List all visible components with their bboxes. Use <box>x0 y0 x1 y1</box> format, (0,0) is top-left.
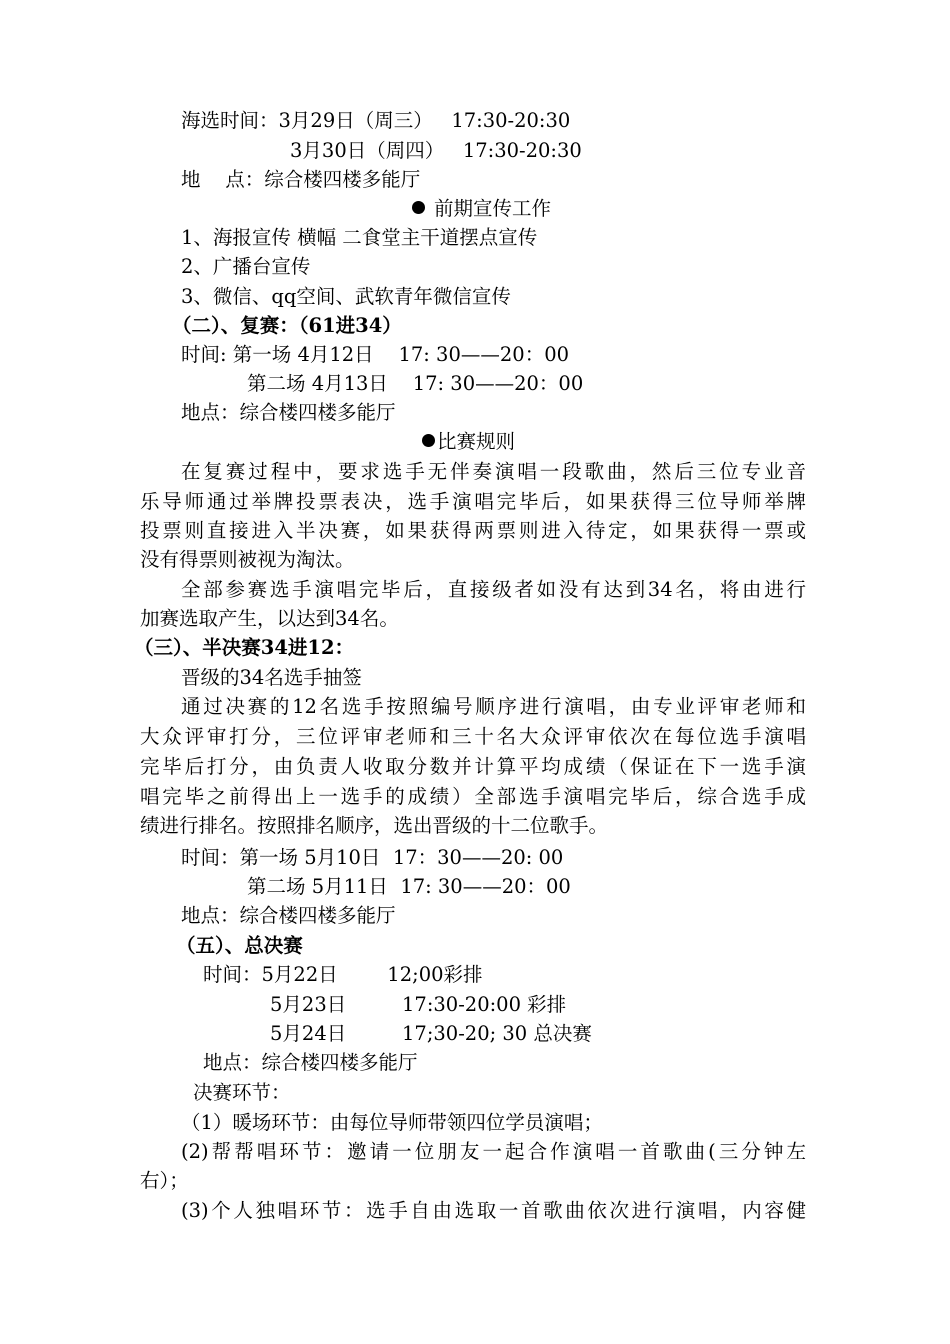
rules-paragraph2-line-2: 加赛选取产生，以达到34名。 <box>140 607 399 630</box>
semifinal-paragraph-line-3: 完毕后打分，由负责人收取分数并计算平均成绩（保证在下一选手演 <box>140 755 806 778</box>
section-heading-final: （五）、总决赛 <box>176 934 303 957</box>
bullet-icon <box>412 201 425 214</box>
rules-paragraph-line-4: 没有得票则被视为淘汰。 <box>140 548 355 571</box>
rules-paragraph-line-1: 在复赛过程中，要求选手无伴奏演唱一段歌曲，然后三位专业音 <box>181 460 806 483</box>
promotion-item-3: 3、微信、qq空间、武软青年微信宣传 <box>181 285 511 308</box>
rules-paragraph-line-3: 投票则直接进入半决赛，如果获得两票则进入待定，如果获得一票或 <box>140 519 806 542</box>
section-heading-rules <box>422 427 515 457</box>
final-segment-1: （1）暖场环节：由每位导师带领四位学员演唱； <box>181 1111 603 1134</box>
semifinal-paragraph-line-2: 大众评审打分，三位评审老师和三十名大众评审依次在每位选手演唱 <box>140 725 806 748</box>
section-heading-promotion <box>412 194 551 224</box>
section-heading-semifinal: （三）、半决赛34进12： <box>134 636 355 659</box>
semifinal-location: 地点：综合楼四楼多能厅 <box>181 904 396 927</box>
semifinal-time-line-2: 第二场 5月11日 17: 30——20：00 <box>247 875 571 898</box>
semifinal-time-line-1: 时间：第一场 5月10日 17：30——20: 00 <box>181 846 564 869</box>
semifinal-paragraph-line-1: 通过决赛的12名选手按照编号顺序进行演唱，由专业评审老师和 <box>181 695 806 718</box>
final-segment-2-line-1: (2)帮帮唱环节：邀请一位朋友一起合作演唱一首歌曲(三分钟左 <box>181 1140 806 1163</box>
final-time-line-3: 5月24日 17;30-20; 30 总决赛 <box>270 1022 592 1045</box>
rematch-time-line-1: 时间: 第一场 4月12日 17: 30——20：00 <box>181 343 570 366</box>
promotion-item-2: 2、广播台宣传 <box>181 255 311 278</box>
rules-heading-text: 比赛规则 <box>437 430 516 453</box>
final-segment-2-line-2: 右）； <box>140 1169 189 1192</box>
final-time-line-1: 时间：5月22日 12;00彩排 <box>203 963 483 986</box>
audition-location: 地 点：综合楼四楼多能厅 <box>181 168 421 191</box>
final-time-line-2: 5月23日 17:30-20:00 彩排 <box>270 993 567 1016</box>
audition-time-line-1: 海选时间：3月29日（周三） 17:30-20:30 <box>181 109 571 132</box>
audition-time-line-2: 3月30日（周四） 17:30-20:30 <box>290 139 582 162</box>
rematch-location: 地点：综合楼四楼多能厅 <box>181 401 396 424</box>
final-segment-3-line-1: (3)个人独唱环节：选手自由选取一首歌曲依次进行演唱，内容健 <box>181 1199 806 1222</box>
section-heading-rematch: （二）、复赛：（61进34） <box>172 314 402 337</box>
rules-paragraph-line-2: 乐导师通过举牌投票表决，选手演唱完毕后，如果获得三位导师举牌 <box>140 490 806 513</box>
rules-paragraph2-line-1: 全部参赛选手演唱完毕后，直接级者如没有达到34名，将由进行 <box>181 578 806 601</box>
rematch-time-line-2: 第二场 4月13日 17: 30——20：00 <box>247 372 584 395</box>
promotion-item-1: 1、海报宣传 横幅 二食堂主干道摆点宣传 <box>181 226 538 249</box>
semifinal-paragraph-line-5: 绩进行排名。按照排名顺序，选出晋级的十二位歌手。 <box>140 814 609 837</box>
semifinal-draw: 晋级的34名选手抽签 <box>181 666 362 689</box>
final-location: 地点：综合楼四楼多能厅 <box>203 1051 418 1074</box>
promotion-heading-text: 前期宣传工作 <box>434 197 552 220</box>
final-segments-heading: 决赛环节： <box>193 1081 291 1104</box>
bullet-icon <box>422 434 435 447</box>
semifinal-paragraph-line-4: 唱完毕之前得出上一选手的成绩）全部选手演唱完毕后，综合选手成 <box>140 785 806 808</box>
